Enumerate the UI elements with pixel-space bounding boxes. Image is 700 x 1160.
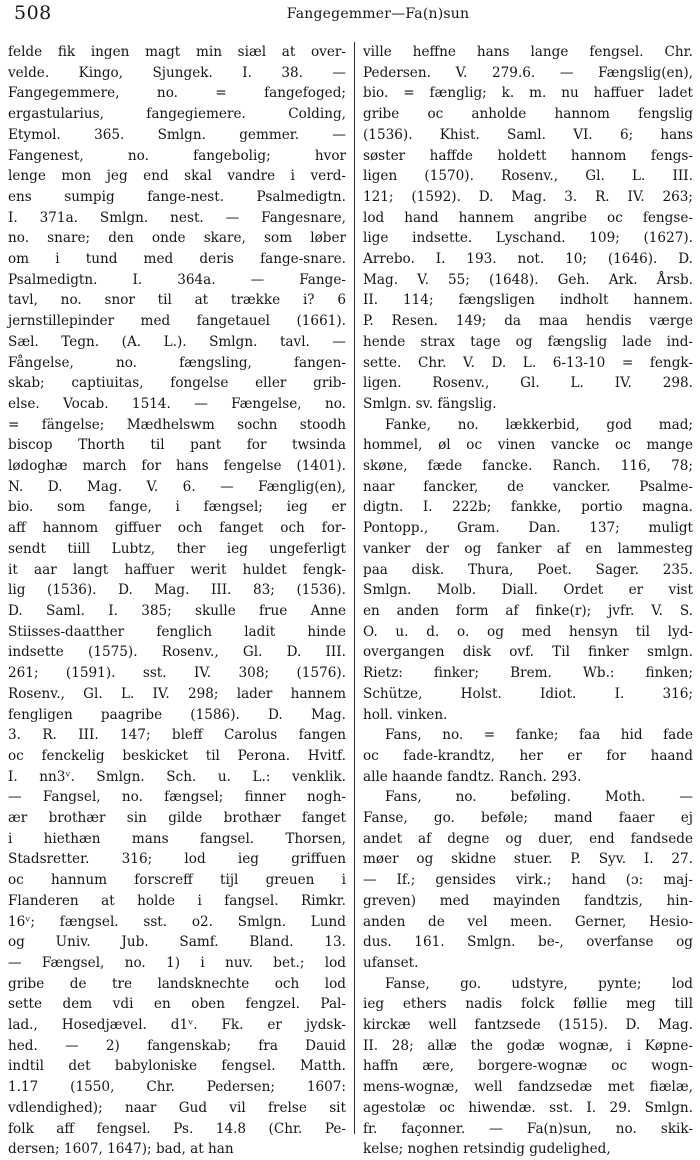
running-title: Fangegemmer—Fa(n)sun (286, 6, 470, 22)
text-line: digtn. I. 222b; fankke, portio magna. (363, 499, 693, 516)
text-line: anden de vel meen. Gerner, Hesio- (363, 913, 693, 930)
text-line: Fans, no. beføling. Moth. — (385, 789, 693, 806)
text-line: Smlgn. Molb. Diall. Ordet er vist (363, 582, 693, 599)
text-line: Fångelse, no. fængsling, fangen- (8, 354, 346, 371)
text-line: skøne, fæde fancke. Ranch. 116, 78; (363, 458, 693, 475)
text-line: = fängelse; Mædhelswm sochn stoodh (8, 416, 346, 433)
text-line: Fanke, no. lækkerbid, god mad; (385, 416, 693, 433)
text-line: ville heffne hans lange fengsel. Chr. (363, 44, 693, 60)
text-line: overgangen disk ovf. Til finker smlgn. (363, 644, 693, 661)
text-line: paa disk. Thura, Poet. Sager. 235. (363, 561, 693, 578)
text-line: lad., Hosedjævel. d1ᵛ. Fk. er jydsk- (8, 1017, 346, 1034)
text-line: Rietz: finker; Brem. Wb.: finken; (363, 665, 693, 682)
text-line: 1.17 (1550, Chr. Pedersen; 1607: (8, 1079, 346, 1096)
text-line: — Fængsel, no. 1) i nuv. bet.; lod (8, 954, 346, 971)
right-column (363, 42, 693, 1158)
text-line: fengligen paagribe (1586). D. Mag. (8, 706, 346, 723)
text-line: bio. som fange, i fængsel; ieg er (8, 499, 346, 516)
text-line: velde. Kingo, Sjungek. I. 38. — (8, 64, 346, 81)
text-line: II. 114; fængsligen indholt hannem. (363, 292, 693, 309)
text-line: Stadsretter. 316; lod ieg griffuen (8, 851, 346, 868)
text-line: ufanset. (363, 954, 419, 971)
text-line: Fans, no. = fanke; faa hid fade (385, 727, 693, 744)
page-header (12, 2, 686, 28)
text-line: mens-wognæ, well fandzsedæ met fiælæ, (363, 1079, 693, 1096)
text-line: agestolæ oc hiwendæ. sst. I. 29. Smlgn. (363, 1099, 693, 1116)
text-line: Pedersen. V. 279.6. — Fængslig(en), (363, 64, 693, 81)
text-line: lod hand hannem angribe oc fengse- (363, 209, 693, 226)
text-line: lødoghæ march for hans fengelse (1401). (8, 458, 346, 475)
text-line: dus. 161. Smlgn. be-, overfanse og (363, 934, 693, 951)
text-line: om i tund med deris fange-snare. (8, 251, 346, 268)
text-line: alle haande fandtz. Ranch. 293. (363, 768, 582, 785)
text-line: ieg ethers nadis folck føllie meg till (363, 996, 693, 1013)
text-line: Pontopp., Gram. Dan. 137; muligt (363, 520, 693, 537)
text-line: 3. R. III. 147; bleff Carolus fangen (8, 727, 346, 744)
page-number: 508 (14, 2, 52, 24)
text-line: 16ᵛ; fængsel. sst. o2. Smlgn. Lund (8, 913, 346, 930)
text-line: i hiethæn mans fangsel. Thorsen, (8, 830, 346, 847)
text-line: ligen. Rosenv., Gl. L. IV. 298. (363, 375, 693, 392)
text-line: holl. vinken. (363, 706, 448, 723)
text-line: else. Vocab. 1514. — Fængelse, no. (8, 395, 346, 412)
text-line: (1536). Khist. Saml. VI. 6; hans (363, 126, 693, 143)
text-line: Fangenest, no. fangebolig; hvor (8, 147, 346, 164)
text-line: oc fenckelig beskicket til Perona. Hvitf. (8, 747, 346, 764)
text-line: Fanse, go. beføle; mand faaer ej (363, 810, 693, 827)
text-line: gribe oc anholde hannom fengslig (363, 106, 693, 123)
text-line: 261; (1591). sst. IV. 308; (1576). (8, 665, 346, 682)
text-line: greven) med mayinden fandtzis, hin- (363, 892, 693, 909)
text-line: kirckæ well fantzsede (1515). D. Mag. (363, 1017, 693, 1034)
text-line: — Fangsel, no. fængsel; finner nogh- (8, 789, 346, 806)
text-line: Schütze, Holst. Idiot. I. 316; (363, 685, 693, 702)
text-line: naar fancker, de vancker. Psalme- (363, 478, 693, 495)
text-line: folk aff fengsel. Ps. 14.8 (Chr. Pe- (8, 1120, 346, 1137)
text-line: ergastularius, fangegiemere. Colding, (8, 106, 346, 123)
text-line: Fangegemmere, no. = fangefoged; (8, 85, 346, 102)
text-line: kelse; noghen retsindig gudelighed, (363, 1141, 611, 1158)
text-line: aff hannom giffuer och fanget och for- (8, 520, 346, 537)
text-line: søster haffde holdett hannom fengs- (363, 147, 693, 164)
text-line: N. D. Mag. V. 6. — Fænglig(en), (8, 478, 346, 495)
text-line: Stiisses-daatther fenglich ladit hinde (8, 623, 346, 640)
text-line: ær brothær sin gilde brothær fanget (8, 810, 346, 827)
text-line: D. Saml. I. 385; skulle frue Anne (8, 602, 346, 619)
text-line: lig (1536). D. Mag. III. 83; (1536). (8, 582, 346, 599)
text-line: en anden form af finke(r); jvfr. V. S. (363, 602, 693, 619)
text-line: Smlgn. sv. fängslig. (363, 395, 497, 412)
text-line: Sæl. Tegn. (A. L.). Smlgn. tavl. — (8, 333, 346, 350)
text-line: it aar langt haffuer werit huldet fengk- (8, 561, 346, 578)
text-line: P. Resen. 149; da maa hendis værge (363, 313, 693, 330)
text-line: oc hannum forscreff tijl greuen i (8, 872, 346, 889)
text-line: jernstillepinder med fangetauel (1661). (8, 313, 346, 330)
text-line: vanker der og fanker af en lammesteg (363, 540, 693, 557)
text-line: lige indsette. Lyschand. 109; (1627). (363, 230, 693, 247)
text-line: — If.; gensides virk.; hand (ɔ: maj- (363, 872, 693, 889)
text-line: Psalmedigtn. I. 364a. — Fange- (8, 271, 346, 288)
text-line: 121; (1592). D. Mag. 3. R. IV. 263; (363, 188, 693, 205)
text-line: skab; captiuitas, fongelse eller grib- (8, 375, 346, 392)
text-line: Fanse, go. udstyre, pynte; lod (385, 975, 693, 992)
column-divider (354, 42, 355, 1134)
text-line: hende strax tage og fængslig lade ind- (363, 333, 693, 350)
text-line: vdlendighed); naar Gud vil frelse sit (8, 1099, 346, 1116)
text-line: Flanderen at holde i fangsel. Rimkr. (8, 892, 346, 909)
text-line: II. 28; allæ the godæ wognæ, i Køpne- (363, 1037, 693, 1054)
text-line: felde fik ingen magt min siæl at over- (8, 44, 346, 60)
text-line: indsette (1575). Rosenv., Gl. D. III. (8, 644, 346, 661)
text-line: Mag. V. 55; (1648). Geh. Ark. Årsb. (363, 271, 693, 288)
text-line: hommel, øl oc vinen vancke oc mange (363, 437, 693, 454)
text-line: I. nn3ᵛ. Smlgn. Sch. u. L.: venklik. (8, 768, 346, 785)
text-line: Arrebo. I. 193. not. 10; (1646). D. (363, 251, 693, 268)
text-line: møer og skidne stuer. P. Syv. I. 27. (363, 851, 693, 868)
text-line: lenge mon jeg end skal vandre i verd- (8, 168, 346, 185)
text-line: Rosenv., Gl. L. IV. 298; lader hannem (8, 685, 346, 702)
text-line: sette. Chr. V. D. L. 6-13-10 = fengk- (363, 354, 693, 371)
text-line: indtil det babyloniske fengsel. Matth. (8, 1058, 346, 1075)
text-line: biscop Thorth til pant for twsinda (8, 437, 346, 454)
text-line: hed. — 2) fangenskab; fra Dauid (8, 1037, 346, 1054)
text-line: fr. façonner. — Fa(n)sun, no. skik- (363, 1120, 693, 1137)
text-line: og Univ. Jub. Samf. Bland. 13. (8, 934, 346, 951)
text-line: dersen; 1607, 1647); bad, at han (8, 1141, 234, 1158)
text-line: I. 371a. Smlgn. nest. — Fangesnare, (8, 209, 346, 226)
text-line: ens sumpig fange-nest. Psalmedigtn. (8, 188, 346, 205)
text-line: O. u. d. o. og med hensyn til lyd- (363, 623, 693, 640)
text-line: andet af degne og duer, end fandsede (363, 830, 693, 847)
text-line: haffn ære, borgere-wognæ oc wogn- (363, 1058, 693, 1075)
text-line: bio. = fænglig; k. m. nu haffuer ladet (363, 85, 693, 102)
text-line: Etymol. 365. Smlgn. gemmer. — (8, 126, 346, 143)
text-line: ligen (1570). Rosenv., Gl. L. III. (363, 168, 693, 185)
text-line: sette dem vdi en oben fengzel. Pal- (8, 996, 346, 1013)
text-line: sendt tiill Lubtz, ther ieg ungeferligt (8, 540, 346, 557)
text-line: no. snare; den onde skare, som løber (8, 230, 346, 247)
left-column (8, 42, 346, 1158)
text-line: tavl, no. snor til at trække i? 6 (8, 292, 346, 309)
text-line: oc fade-krandtz, her er for haand (363, 747, 693, 764)
text-line: gribe de tre landsknechte och lod (8, 975, 346, 992)
